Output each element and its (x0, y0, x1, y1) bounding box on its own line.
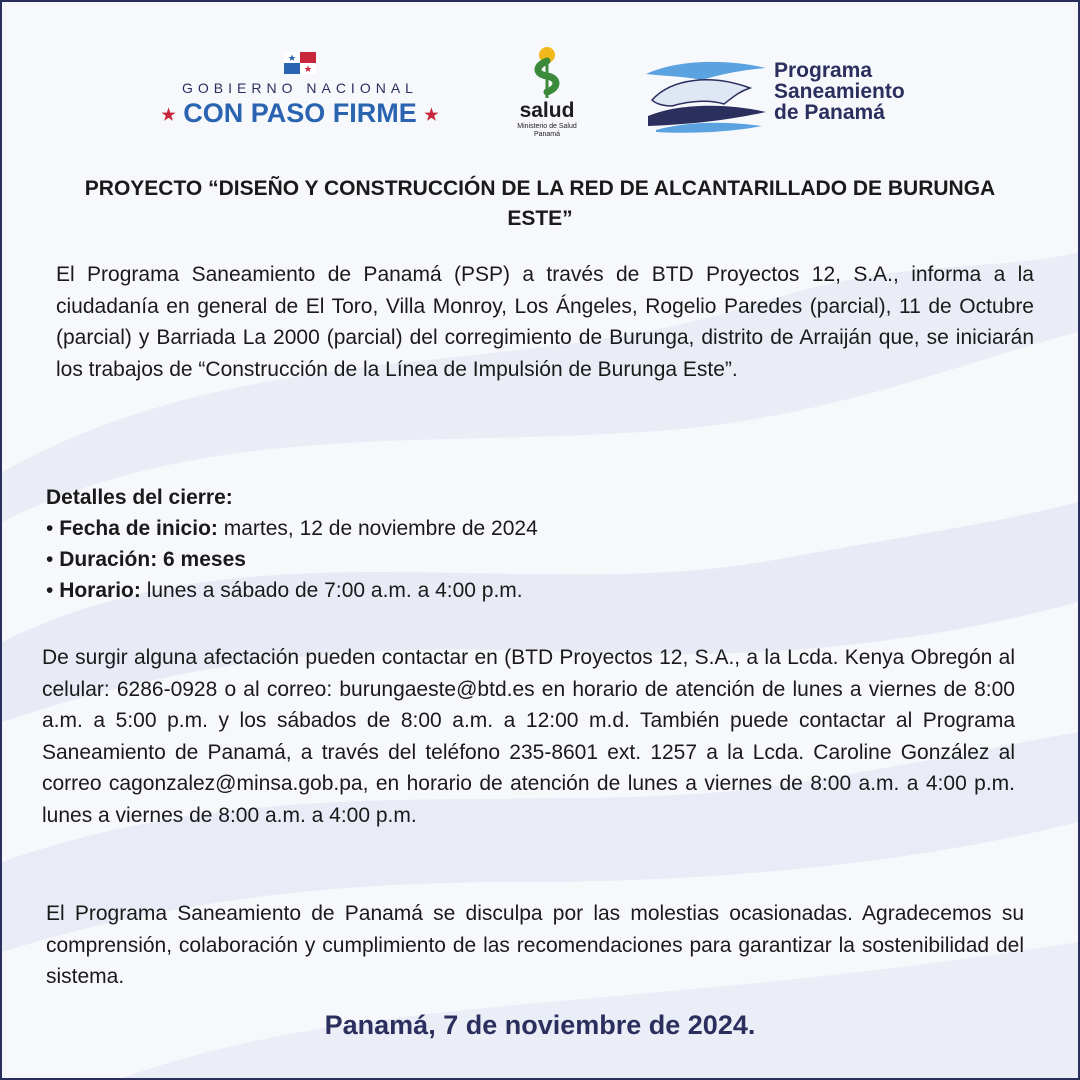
intro-paragraph: El Programa Saneamiento de Panamá (PSP) a través de BTD Proyectos 12, S.A., informa a la ciudadanía en general de El Toro, Villa Monroy, Los Ángeles, Rogelio Paredes (parcial), 11 de Octubre (parcial) y Barriada La 2000 (parcial) del corregimiento de Burunga, distrito de Arraiján que, se iniciarán los trabajos de “Construcción de la Línea de Impulsión de Burunga Este”. (56, 263, 1034, 381)
psp-line1: Programa (774, 59, 873, 82)
psp-logo (642, 54, 962, 144)
detail-schedule (46, 575, 946, 606)
salud-word: salud (519, 99, 575, 122)
closure-details (46, 482, 946, 606)
minsa-logo (502, 46, 592, 139)
contact-paragraph: De surgir alguna afectación pueden contactar en (BTD Proyectos 12, S.A., a la Lcda. Kenya Obregón al celular: 6286-0928 o al correo: burungaeste@btd.es en horario de atención de lunes a viernes de 8:00 a.m. a 5:00 p.m. y los sábados de 8:00 a.m. a 12:00 m.d. También puede contactar al Programa Saneamiento de Panamá, a través del teléfono 235-8601 ext. 1257 a la Lcda. Caroline González al correo cagonzalez@minsa.gob.pa, en horario de atención de lunes a viernes de 8:00 a.m. a 4:00 p.m. lunes a viernes de 8:00 a.m. a 4:00 p.m. (42, 646, 1015, 827)
details-heading: Detalles del cierre: (46, 486, 233, 509)
bullet: • (46, 517, 60, 540)
bullet: • (46, 548, 60, 571)
dolphin-icon (642, 54, 770, 134)
gobierno-line1: GOBIERNO NACIONAL (182, 80, 418, 96)
psp-wordmark (774, 60, 905, 123)
schedule-value: lunes a sábado de 7:00 a.m. a 4:00 p.m. (140, 579, 523, 602)
salud-sub1: Ministerio de Salud (517, 123, 577, 130)
detail-duration (46, 544, 946, 575)
salud-serpent-icon (527, 46, 567, 98)
start-label: Fecha de inicio: (59, 517, 218, 540)
salud-sub2: Panamá (533, 131, 561, 138)
schedule-label: Horario: (59, 579, 141, 602)
duration-label: Duración: 6 meses (59, 548, 246, 571)
psp-line3: de Panamá (774, 101, 885, 124)
date-footer: Panamá, 7 de noviembre de 2024. (324, 1010, 756, 1040)
detail-start-date (46, 513, 946, 544)
gobierno-line2 (150, 98, 450, 129)
project-title: PROYECTO “DISEÑO Y CONSTRUCCIÓN DE LA RED DE ALCANTARILLADO DE BURUNGA ESTE” (84, 177, 996, 230)
start-value: martes, 12 de noviembre de 2024 (217, 517, 538, 540)
star-icon: ★ (161, 106, 176, 124)
logo-bar (2, 46, 1078, 146)
closing-paragraph: El Programa Saneamiento de Panamá se disculpa por las molestias ocasionadas. Agradecemos su comprensión, colaboración y cumplimiento de las recomendaciones para garantizar la sostenibilidad del sistema. (46, 902, 1024, 988)
psp-line2: Saneamiento (774, 80, 905, 103)
panama-flag-icon (284, 52, 316, 74)
gobierno-nacional-logo (150, 52, 450, 129)
gobierno-slogan: CON PASO FIRME (183, 98, 417, 128)
star-icon: ★ (424, 106, 439, 124)
bullet: • (46, 579, 60, 602)
